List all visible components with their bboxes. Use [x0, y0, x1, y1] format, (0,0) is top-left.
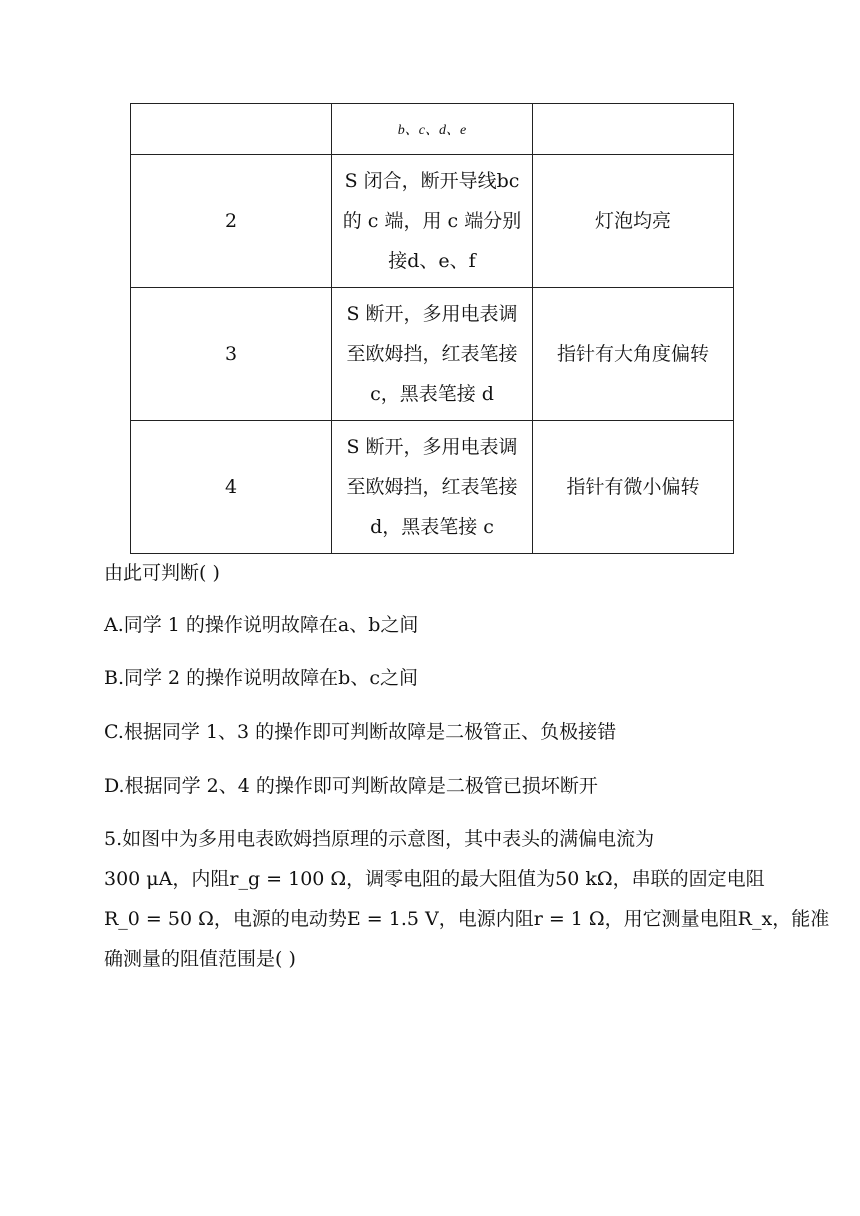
- table-row: [131, 104, 734, 155]
- operation-line: 的 c 端，用 c 端分别: [342, 210, 522, 232]
- table-cell-result: [533, 104, 734, 155]
- operation-line: b、c、d、e: [397, 122, 467, 138]
- table-cell-operation: [332, 104, 533, 155]
- operation-line: c，黑表笔接 d: [370, 383, 494, 405]
- problem5-line-3: R_0 = 50 Ω，电源的电动势E = 1.5 V，电源内阻r = 1 Ω，用它测量电阻R_x，能准: [104, 908, 830, 930]
- problem5-line-4: 确测量的阻值范围是( ): [104, 948, 296, 970]
- problem5-line-2: 300 μA，内阻r_g = 100 Ω，调零电阻的最大阻值为50 kΩ，串联的固定电阻: [104, 868, 765, 890]
- table-cell-index: 2: [131, 155, 332, 288]
- table-cell-result: 指针有大角度偏转: [533, 288, 734, 421]
- operations-table: [130, 103, 734, 554]
- option-a: A.同学 1 的操作说明故障在a、b之间: [104, 614, 419, 636]
- operation-line: 至欧姆挡，红表笔接: [346, 343, 518, 365]
- table-row: [131, 155, 734, 288]
- option-b: B.同学 2 的操作说明故障在b、c之间: [104, 667, 418, 689]
- table-cell-operation: [332, 421, 533, 554]
- table-cell-index: 3: [131, 288, 332, 421]
- table-cell-operation: [332, 288, 533, 421]
- operation-line: S 闭合，断开导线bc: [344, 170, 520, 192]
- operation-line: 接d、e、f: [388, 250, 476, 272]
- operation-line: S 断开，多用电表调: [346, 436, 518, 458]
- table-row: [131, 288, 734, 421]
- operation-line: S 断开，多用电表调: [346, 303, 518, 325]
- question-stem: 由此可判断( ): [104, 562, 220, 584]
- table-cell-index: [131, 104, 332, 155]
- table-cell-result: 指针有微小偏转: [533, 421, 734, 554]
- table-cell-operation: [332, 155, 533, 288]
- option-d: D.根据同学 2、4 的操作即可判断故障是二极管已损坏断开: [104, 775, 598, 797]
- problem5-line-1: 5.如图中为多用电表欧姆挡原理的示意图，其中表头的满偏电流为: [104, 828, 655, 850]
- option-c: C.根据同学 1、3 的操作即可判断故障是二极管正、负极接错: [104, 721, 617, 743]
- operation-line: d，黑表笔接 c: [370, 516, 494, 538]
- table-cell-result: 灯泡均亮: [533, 155, 734, 288]
- table-cell-index: 4: [131, 421, 332, 554]
- operation-line: 至欧姆挡，红表笔接: [346, 476, 518, 498]
- table-row: [131, 421, 734, 554]
